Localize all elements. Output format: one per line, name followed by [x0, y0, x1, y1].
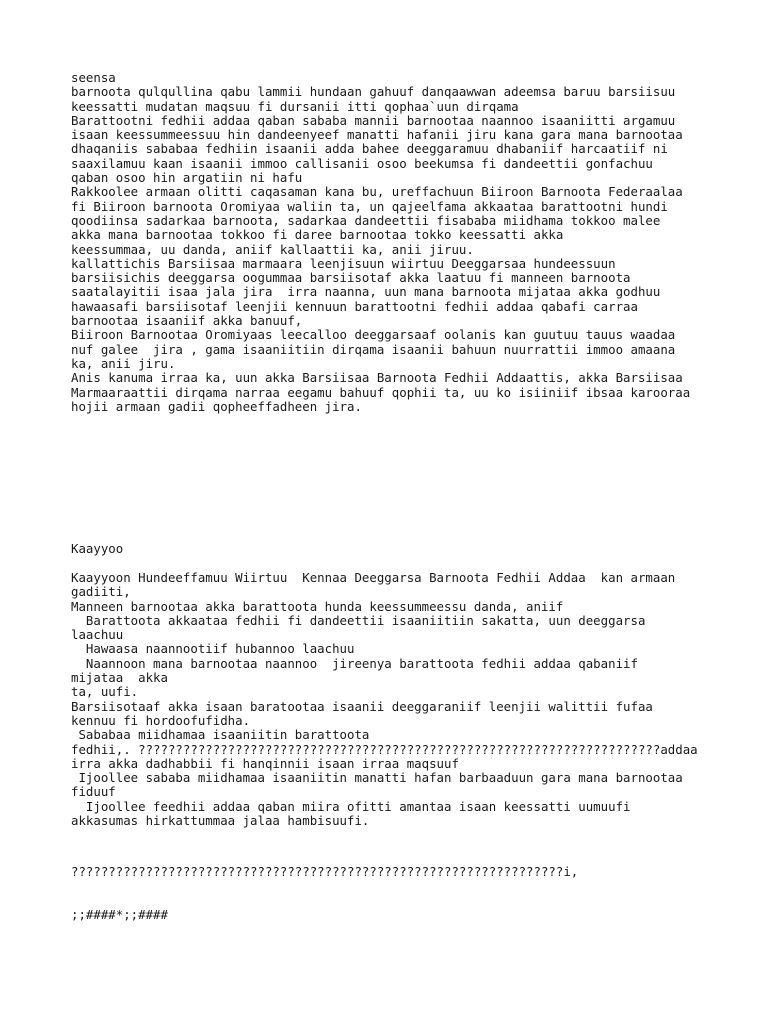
- text-line: Hawaasa naannootiif hubannoo laachuu: [71, 641, 355, 657]
- text-line: irra akka dadhabbii fi hanqinnii isaan irraa maqsuuf: [71, 755, 459, 771]
- text-line: mijataa akka: [71, 670, 168, 686]
- text-line: akka mana barnootaa tokkoo fi daree barnootaa tokko keessatti akka: [71, 227, 564, 243]
- text-line: qaban osoo hin argatiin ni hafu: [71, 170, 303, 186]
- text-line: Naannoon mana barnootaa naannoo jireenya barattoota fedhii addaa qabaniif: [71, 655, 638, 671]
- text-line: hawaasafi barsiisotaf leenjii kennuun barattootni fedhii addaa qabafi carraa: [71, 298, 638, 314]
- text-line: Barattoota akkaataa fedhii fi dandeettii isaaniitiin sakatta, uun deeggarsa: [71, 612, 646, 628]
- text-line: Marmaaraattii dirqama narraa eegamu bahuuf qophii ta, uu ko isiiniif ibsaa karooraa: [71, 384, 691, 400]
- text-line: ta, uufi.: [71, 684, 139, 700]
- text-line: saatalayitii isaa jala jira irra naanna, uun mana barnoota mijataa akka godhuu: [71, 284, 661, 300]
- text-line: Kaayyoon Hundeeffamuu Wiirtuu Kennaa Deeggarsa Barnoota Fedhii Addaa kan armaan: [71, 570, 676, 585]
- section-heading: Kaayyoo: [71, 541, 124, 556]
- text-line: Barattootni fedhii addaa qaban sababa mannii barnootaa naannoo isaaniitti argamuu: [71, 112, 676, 128]
- text-line: isaan keessummeessuu hin dandeenyeef manatti hafanii jiru kana gara mana barnootaa: [71, 127, 683, 143]
- text-line: hojii armaan gadii qopheeffadheen jira.: [71, 398, 362, 414]
- text-line: saaxilamuu kaan isaanii immoo callisanii osoo beekumsa fi dandeettii gonfachuu: [71, 155, 653, 171]
- text-line: fiduuf: [71, 784, 116, 800]
- intro-text: [71, 71, 711, 414]
- text-line: Barsiisotaaf akka isaan baratootaa isaanii deeggaraniif leenjii walittii fufaa: [71, 698, 653, 714]
- text-line: Ijoollee sababa miidhamaa isaaniitin manatti hafan barbaaduun gara mana barnootaa: [71, 770, 683, 786]
- text-line: Sababaa miidhamaa isaaniitin barattoota: [71, 727, 370, 743]
- text-line: barnoota qulqullina qabu lammii hundaan gahuuf danqaawwan adeemsa baruu barsiisuu: [71, 84, 676, 100]
- objectives-text: [71, 571, 711, 828]
- text-line: Ijoollee feedhii addaa qaban miira ofitti amantaa isaan keessatti uumuufi: [71, 798, 631, 814]
- symbol-text-line: ;;####*;;####: [71, 907, 168, 922]
- text-line: barnootaa isaaniif akka banuuf,: [71, 313, 303, 329]
- text-line: qoodiinsa sadarkaa barnoota, sadarkaa dandeettii fisababa miidhama tokkoo malee: [71, 212, 661, 228]
- text-line: fedhii,. ??????????????????????????????????????????????????????????????????????addaa: [71, 741, 698, 757]
- text-line: seensa: [71, 70, 116, 85]
- text-line: fi Biiroon barnoota Oromiyaa waliin ta, un qajeelfama akkaataa barattootni hundi: [71, 198, 668, 214]
- text-line: Rakkoolee armaan olitti caqasaman kana bu, ureffachuun Biiroon Barnoota Federaalaa: [71, 184, 683, 200]
- text-line: nuf galee jira , gama isaaniitiin dirqama isaanii bahuun nuurrattii immoo amaana: [71, 341, 676, 357]
- text-line: keessummaa, uu danda, aniif kallaattii ka, anii jiruu.: [71, 241, 474, 257]
- text-line: Anis kanuma irraa ka, uun akka Barsiisaa Barnoota Fedhii Addaattis, akka Barsiisaa: [71, 370, 683, 386]
- text-line: akkasumas hirkattummaa jalaa hambisuufi.: [71, 813, 370, 829]
- text-line: Biiroon Barnootaa Oromiyaas leecalloo deeggarsaaf oolanis kan guutuu tauus waadaa: [71, 327, 676, 343]
- text-line: barsiisichis deeggarsa oogummaa barsiisotaf akka laatuu fi manneen barnoota: [71, 270, 631, 286]
- text-line: kallattichis Barsiisaa marmaara leenjisuun wiirtuu Deeggarsaa hundeessuun: [71, 255, 616, 271]
- text-line: gadiiti,: [71, 584, 131, 600]
- text-line: kennuu fi hordoofufidha.: [71, 712, 251, 728]
- text-line: keessatti mudatan maqsuu fi dursanii itti qophaa`uun dirqama: [71, 98, 519, 114]
- text-line: Manneen barnootaa akka barattoota hunda keessummeessu danda, aniif: [71, 598, 564, 614]
- text-line: laachuu: [71, 627, 124, 643]
- text-line: dhaqaniis sababaa fedhiin isaanii adda bahee deeggaramuu dhabaniif harcaatiif ni: [71, 141, 668, 157]
- text-line: ka, anii jiru.: [71, 355, 176, 371]
- garbled-text-line: ??????????????????????????????????????????????????????????????????i,: [71, 864, 579, 879]
